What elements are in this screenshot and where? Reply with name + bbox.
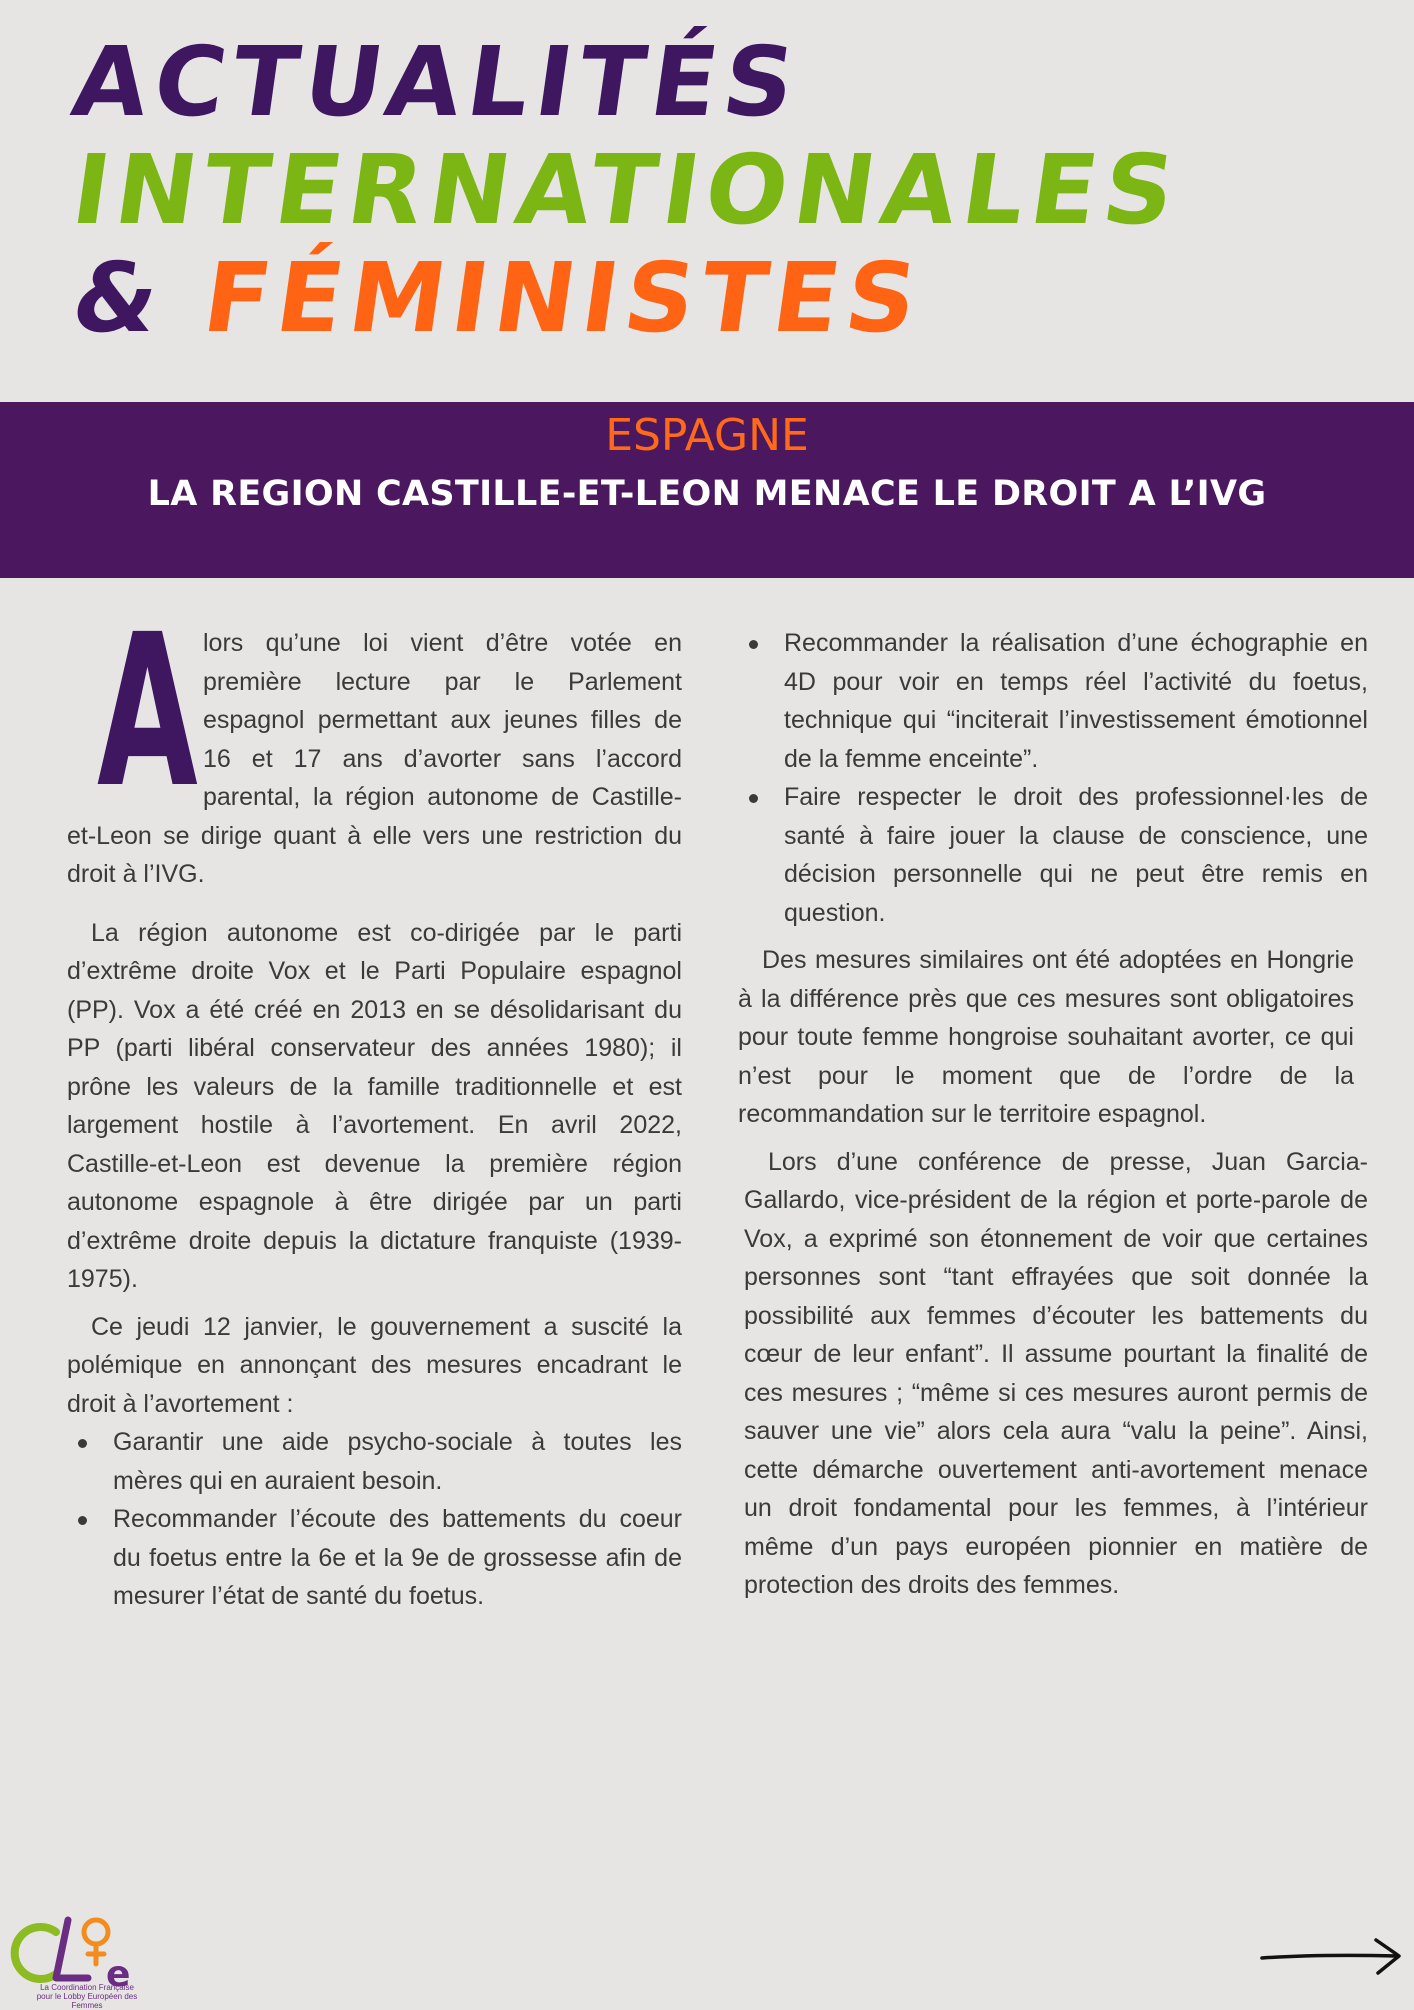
measures-list-left bbox=[67, 1423, 682, 1616]
list-item: Recommander la réalisation d’une échographie en 4D pour voir en temps réel l’activité du foetus, technique qui “inciterait l’investissement émotionnel de la femme enceinte”. bbox=[738, 624, 1368, 778]
masthead-line-actualites: ACTUALITÉS bbox=[65, 26, 809, 138]
list-item: Recommander l’écoute des battements du coeur du foetus entre la 6e et la 9e de grossesse afin de mesurer l’état de santé du foetus. bbox=[67, 1500, 682, 1616]
banner-country: ESPAGNE bbox=[605, 410, 809, 461]
intro-paragraph: lors qu’une loi vient d’être votée en première lecture par le Parlement espagnol permettant aux jeunes filles de 16 et 17 ans d’avorter sans l’accord parental, la région autonome de Castille-et-Leon se dirige quant à elle vers une restriction du droit à l’IVG. bbox=[67, 629, 682, 888]
masthead-ampersand: & bbox=[65, 242, 173, 354]
paragraph-hongrie: Des mesures similaires ont été adoptées en Hongrie à la différence près que ces mesures sont obligatoires pour toute femme hongroise souhaitant avorter, ce qui n’est pour le moment que de l’ordre de la recommandation sur le territoire espagnol. bbox=[738, 946, 1354, 1128]
masthead-line-internationales: INTERNATIONALES bbox=[65, 134, 1189, 246]
masthead-line-feministes bbox=[66, 244, 1188, 352]
svg-text:e: e bbox=[106, 1954, 131, 1995]
paragraph-conference: Lors d’une conférence de presse, Juan Garcia-Gallardo, vice-président de la région et porte-parole de Vox, a exprimé son étonnement de voir que certaines personnes sont “tant effrayées que soit donnée la possibilité aux femmes d’écouter les battements du cœur de leur enfant”. Il assume pourtant la finalité de ces mesures ; “même si ces mesures auront permis de sauver une vie” alors cela aura “valu la peine”. Ainsi, cette démarche ouvertement anti-avortement menace un droit fondamental pour les femmes, à l’intérieur même d’un pays européen pionnier en matière de protection des droits des femmes. bbox=[744, 1147, 1368, 1599]
banner-headline: LA REGION CASTILLE-ET-LEON MENACE LE DROIT A L’IVG bbox=[147, 474, 1267, 514]
masthead bbox=[65, 26, 1189, 354]
paragraph-vox: La région autonome est co-dirigée par le parti d’extrême droite Vox et le Parti Populaire espagnol (PP). Vox a été créé en 2013 en se désolidarisant du PP (parti libéral conservateur des années 1980); il prône les valeurs de la famille traditionnelle et est largement hostile à l’avortement. En avril 2022, Castille-et-Leon est devenue la première région autonome espagnole à être dirigée par un parti d’extrême droite depuis la dictature franquiste (1939-1975). bbox=[67, 918, 682, 1293]
left-column bbox=[67, 589, 682, 1616]
right-column bbox=[738, 624, 1368, 1605]
list-item: Garantir une aide psycho-sociale à toutes les mères qui en auraient besoin. bbox=[67, 1423, 682, 1500]
drop-cap: A bbox=[97, 589, 198, 834]
masthead-word-feministes: FÉMINISTES bbox=[196, 242, 931, 354]
measures-list-right bbox=[738, 624, 1368, 932]
section-banner bbox=[0, 402, 1414, 578]
arrow-right-icon[interactable] bbox=[1258, 1936, 1404, 1976]
list-item: Faire respecter le droit des professionnel·les de santé à faire jouer la clause de conscience, une décision personnelle qui ne peut être remis en question. bbox=[738, 778, 1368, 932]
paragraph-mesures: Ce jeudi 12 janvier, le gouvernement a suscité la polémique en annonçant des mesures encadrant le droit à l’avortement : bbox=[67, 1312, 682, 1418]
logo-caption: La Coordination Française pour le Lobby Européen des Femmes bbox=[36, 1983, 138, 2010]
